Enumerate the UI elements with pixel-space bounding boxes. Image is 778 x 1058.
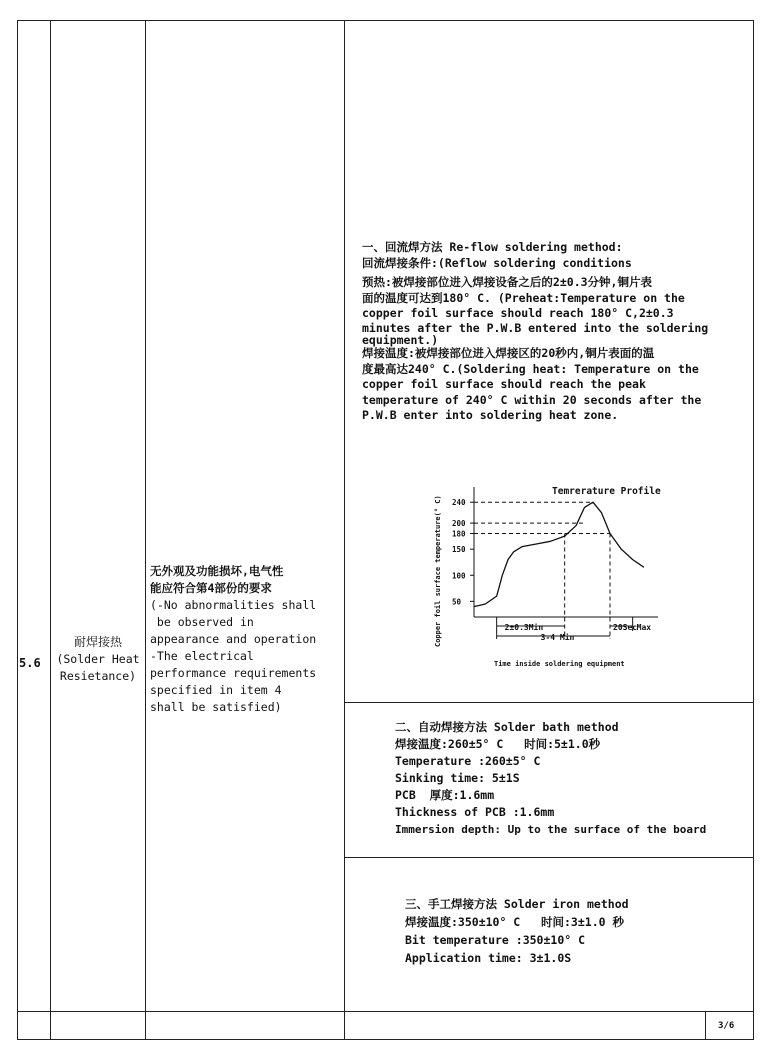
table-right-border bbox=[753, 20, 754, 1040]
y-tick-label: 200 bbox=[452, 519, 466, 529]
reflow-line: 回流焊接条件:(Reflow soldering conditions bbox=[362, 255, 632, 270]
table-top-border bbox=[17, 20, 754, 21]
bath-line: Thickness of PCB :1.6mm bbox=[395, 805, 555, 819]
reflow-line: 焊接温度:被焊接部位进入焊接区的20秒内,铜片表面的温 bbox=[362, 345, 655, 360]
bath-section bbox=[395, 719, 750, 838]
page-number: 3/6 bbox=[718, 1021, 735, 1031]
requirement-line: shall be satisfied) bbox=[150, 700, 282, 714]
x-axis-label: Time inside soldering equipment bbox=[494, 660, 625, 668]
requirement-line: (-No abnormalities shall bbox=[150, 598, 317, 612]
bath-line: Immersion depth: Up to the surface of the board bbox=[395, 823, 707, 836]
reflow-line: minutes after the P.W.B entered into the soldering bbox=[362, 320, 709, 335]
table-footer-border bbox=[17, 1011, 754, 1012]
reflow-line: copper foil surface should reach 180° C,2±0.3 bbox=[362, 306, 674, 321]
interval-label-4: Max bbox=[636, 623, 652, 632]
reflow-line: P.W.B enter into soldering heat zone. bbox=[362, 408, 619, 423]
temperature-profile-chart bbox=[426, 455, 676, 675]
y-tick-label: 240 bbox=[452, 498, 466, 508]
reflow-line: 度最高达240° C.(Soldering heat: Temperature on the bbox=[362, 361, 699, 376]
y-tick-label: 50 bbox=[452, 597, 462, 607]
requirement-line: 无外观及功能损坏,电气性 bbox=[150, 564, 284, 578]
requirement-line: 能应符合第4部份的要求 bbox=[150, 581, 272, 595]
col-divider-3 bbox=[344, 20, 345, 1040]
reflow-line: equipment.) bbox=[362, 332, 439, 347]
iron-line: 焊接温度:350±10° C 时间:3±1.0 秒 bbox=[405, 915, 624, 929]
chart-title: Temrerature Profile bbox=[552, 486, 661, 497]
y-axis-label: Copper foil surface temperature(° C) bbox=[434, 495, 442, 647]
page-number-divider bbox=[705, 1011, 706, 1040]
item-name-cn: 耐焊接热 bbox=[73, 635, 122, 649]
reflow-line: 面的温度可达到180° C. (Preheat:Temperature on the bbox=[362, 290, 685, 305]
requirement-line: be observed in bbox=[150, 615, 254, 629]
reflow-line: copper foil surface should reach the peak bbox=[362, 377, 646, 392]
y-tick-label: 100 bbox=[452, 571, 466, 581]
bath-line: Temperature :260±5° C bbox=[395, 754, 541, 768]
reflow-line: 预热:被焊接部位进入焊接设备之后的2±0.3分钟,铜片表 bbox=[362, 275, 652, 290]
iron-section bbox=[405, 895, 750, 967]
requirement-text bbox=[150, 563, 342, 716]
col-divider-2 bbox=[145, 20, 146, 1040]
table-left-border bbox=[17, 20, 18, 1040]
y-tick-label: 180 bbox=[452, 529, 466, 539]
iron-line: Bit temperature :350±10° C bbox=[405, 933, 586, 947]
reflow-section bbox=[362, 240, 750, 424]
bath-line: Sinking time: 5±1S bbox=[395, 771, 520, 785]
profile-curve bbox=[474, 502, 644, 606]
reflow-heading: 一、回流焊方法 Re-flow soldering method: bbox=[362, 240, 623, 254]
interval-label-1: 2±0.3Min bbox=[504, 623, 544, 632]
item-name-en-1: (Solder Heat bbox=[56, 652, 140, 666]
interval-label-3: 20Sec bbox=[613, 623, 638, 632]
bath-line: PCB 厚度:1.6mm bbox=[395, 788, 495, 802]
requirement-line: performance requirements bbox=[150, 666, 317, 680]
col-divider-1 bbox=[50, 20, 51, 1040]
method-divider-1 bbox=[344, 702, 754, 703]
item-name bbox=[51, 634, 145, 685]
iron-heading: 三、手工焊接方法 Solder iron method bbox=[405, 897, 629, 911]
requirement-line: -The electrical bbox=[150, 649, 254, 663]
table-bottom-border bbox=[17, 1039, 754, 1040]
method-divider-2 bbox=[344, 857, 754, 858]
reflow-line: temperature of 240° C within 20 seconds after the bbox=[362, 392, 702, 407]
bath-line: 焊接温度:260±5° C 时间:5±1.0秒 bbox=[395, 737, 601, 751]
interval-label-2: 3-4 Min bbox=[540, 633, 575, 642]
item-name-en-2: Resietance) bbox=[59, 669, 137, 683]
bath-heading: 二、自动焊接方法 Solder bath method bbox=[395, 720, 619, 734]
requirement-line: appearance and operation bbox=[150, 632, 317, 646]
item-number: 5.6 bbox=[19, 656, 41, 670]
requirement-line: specified in item 4 bbox=[150, 683, 282, 697]
y-tick-label: 150 bbox=[452, 545, 466, 555]
iron-line: Application time: 3±1.0S bbox=[405, 951, 572, 965]
